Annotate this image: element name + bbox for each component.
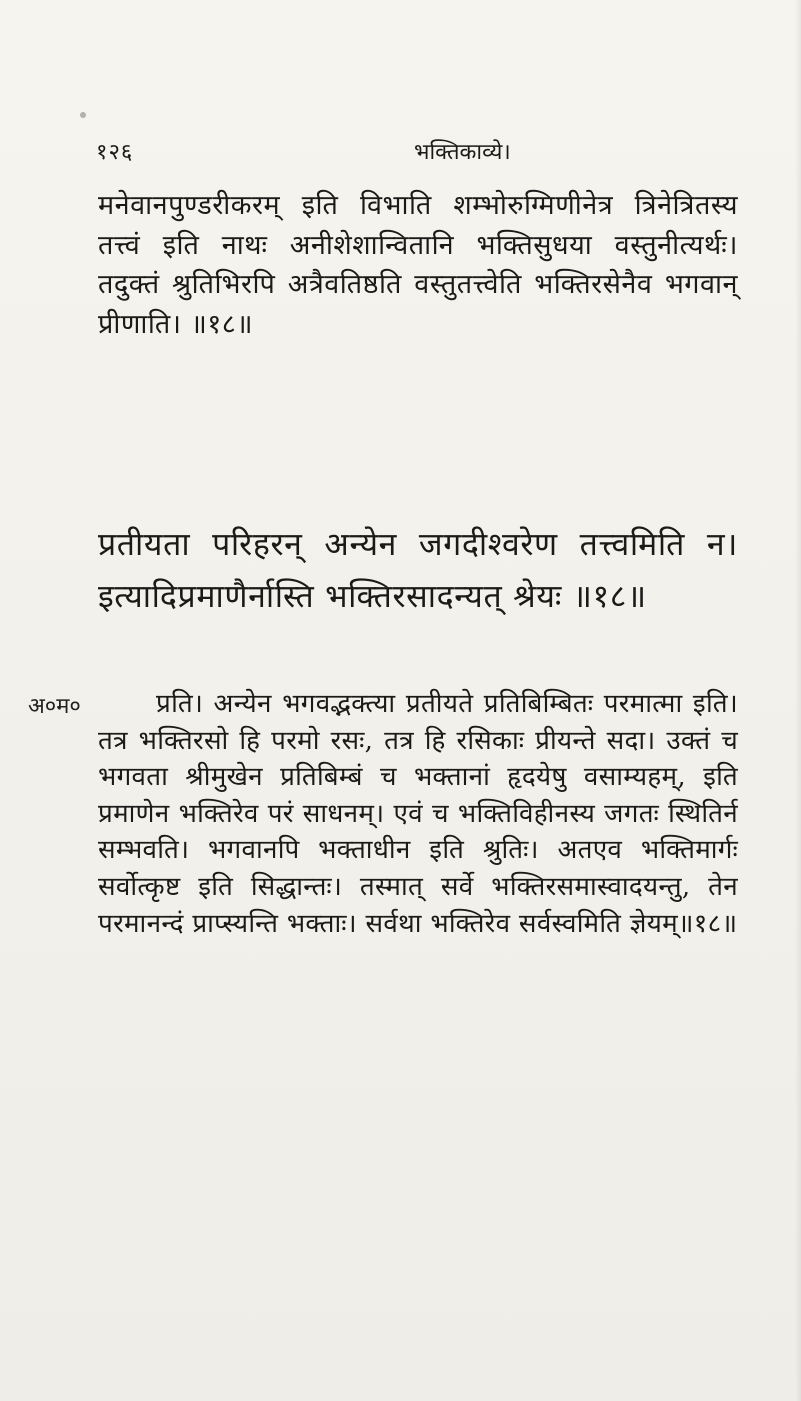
running-title: भक्तिकाव्ये। bbox=[414, 140, 511, 165]
commentary-paragraph: प्रति। अन्येन भगवद्भक्त्या प्रतीयते प्रतिबिम्बितः परमात्मा इति। तत्र भक्तिरसो हि परमो रसः, तत्र हि रसिकाः प्रीयन्ते सदा। उक्तं च भगवता श्रीमुखेन प्रतिबिम्बं च भक्तानां हृदयेषु वसाम्यहम्, इति प्रमाणेन भक्तिरेव परं साधनम्। एवं च भक्तिविहीनस्य जगतः स्थितिर्न सम्भवति। भगवानपि भक्ताधीन इति श्रुतिः। अतएव भक्तिमार्गः सर्वोत्कृष्ट इति सिद्धान्तः। तस्मात् सर्वे भक्तिरसमास्वादयन्तु, तेन परमानन्दं प्राप्स्यन्ति भक्ताः। सर्वथा भक्तिरेव सर्वस्वमिति ज्ञेयम्॥१८॥ bbox=[98, 689, 738, 939]
page-edge-shadow bbox=[795, 0, 801, 1401]
page-number: १२६ bbox=[96, 140, 134, 165]
verse-paragraph-2: प्रतीयता परिहरन् अन्येन जगदीश्वरेण तत्त्वमिति न। इत्यादिप्रमाणैर्नास्ति भक्तिरसादन्यत् श्रेयः ॥१८॥ bbox=[98, 525, 738, 615]
page-header bbox=[96, 136, 656, 168]
ink-smudge bbox=[80, 112, 86, 118]
verse-paragraph-1: मनेवानपुण्डरीकरम् इति विभाति शम्भोरुग्मिणीनेत्र त्रिनेत्रितस्य तत्त्वं इति नाथः अनीशेशान्वितानि भक्तिसुधया वस्तुनीत्यर्थः। तदुक्तं श्रुतिभिरपि अत्रैवतिष्ठति वस्तुतत्त्वेति भक्तिरसेनैव भगवान् प्रीणाति। ॥१८॥ bbox=[98, 190, 738, 340]
margin-label: अ०म० bbox=[28, 694, 81, 719]
